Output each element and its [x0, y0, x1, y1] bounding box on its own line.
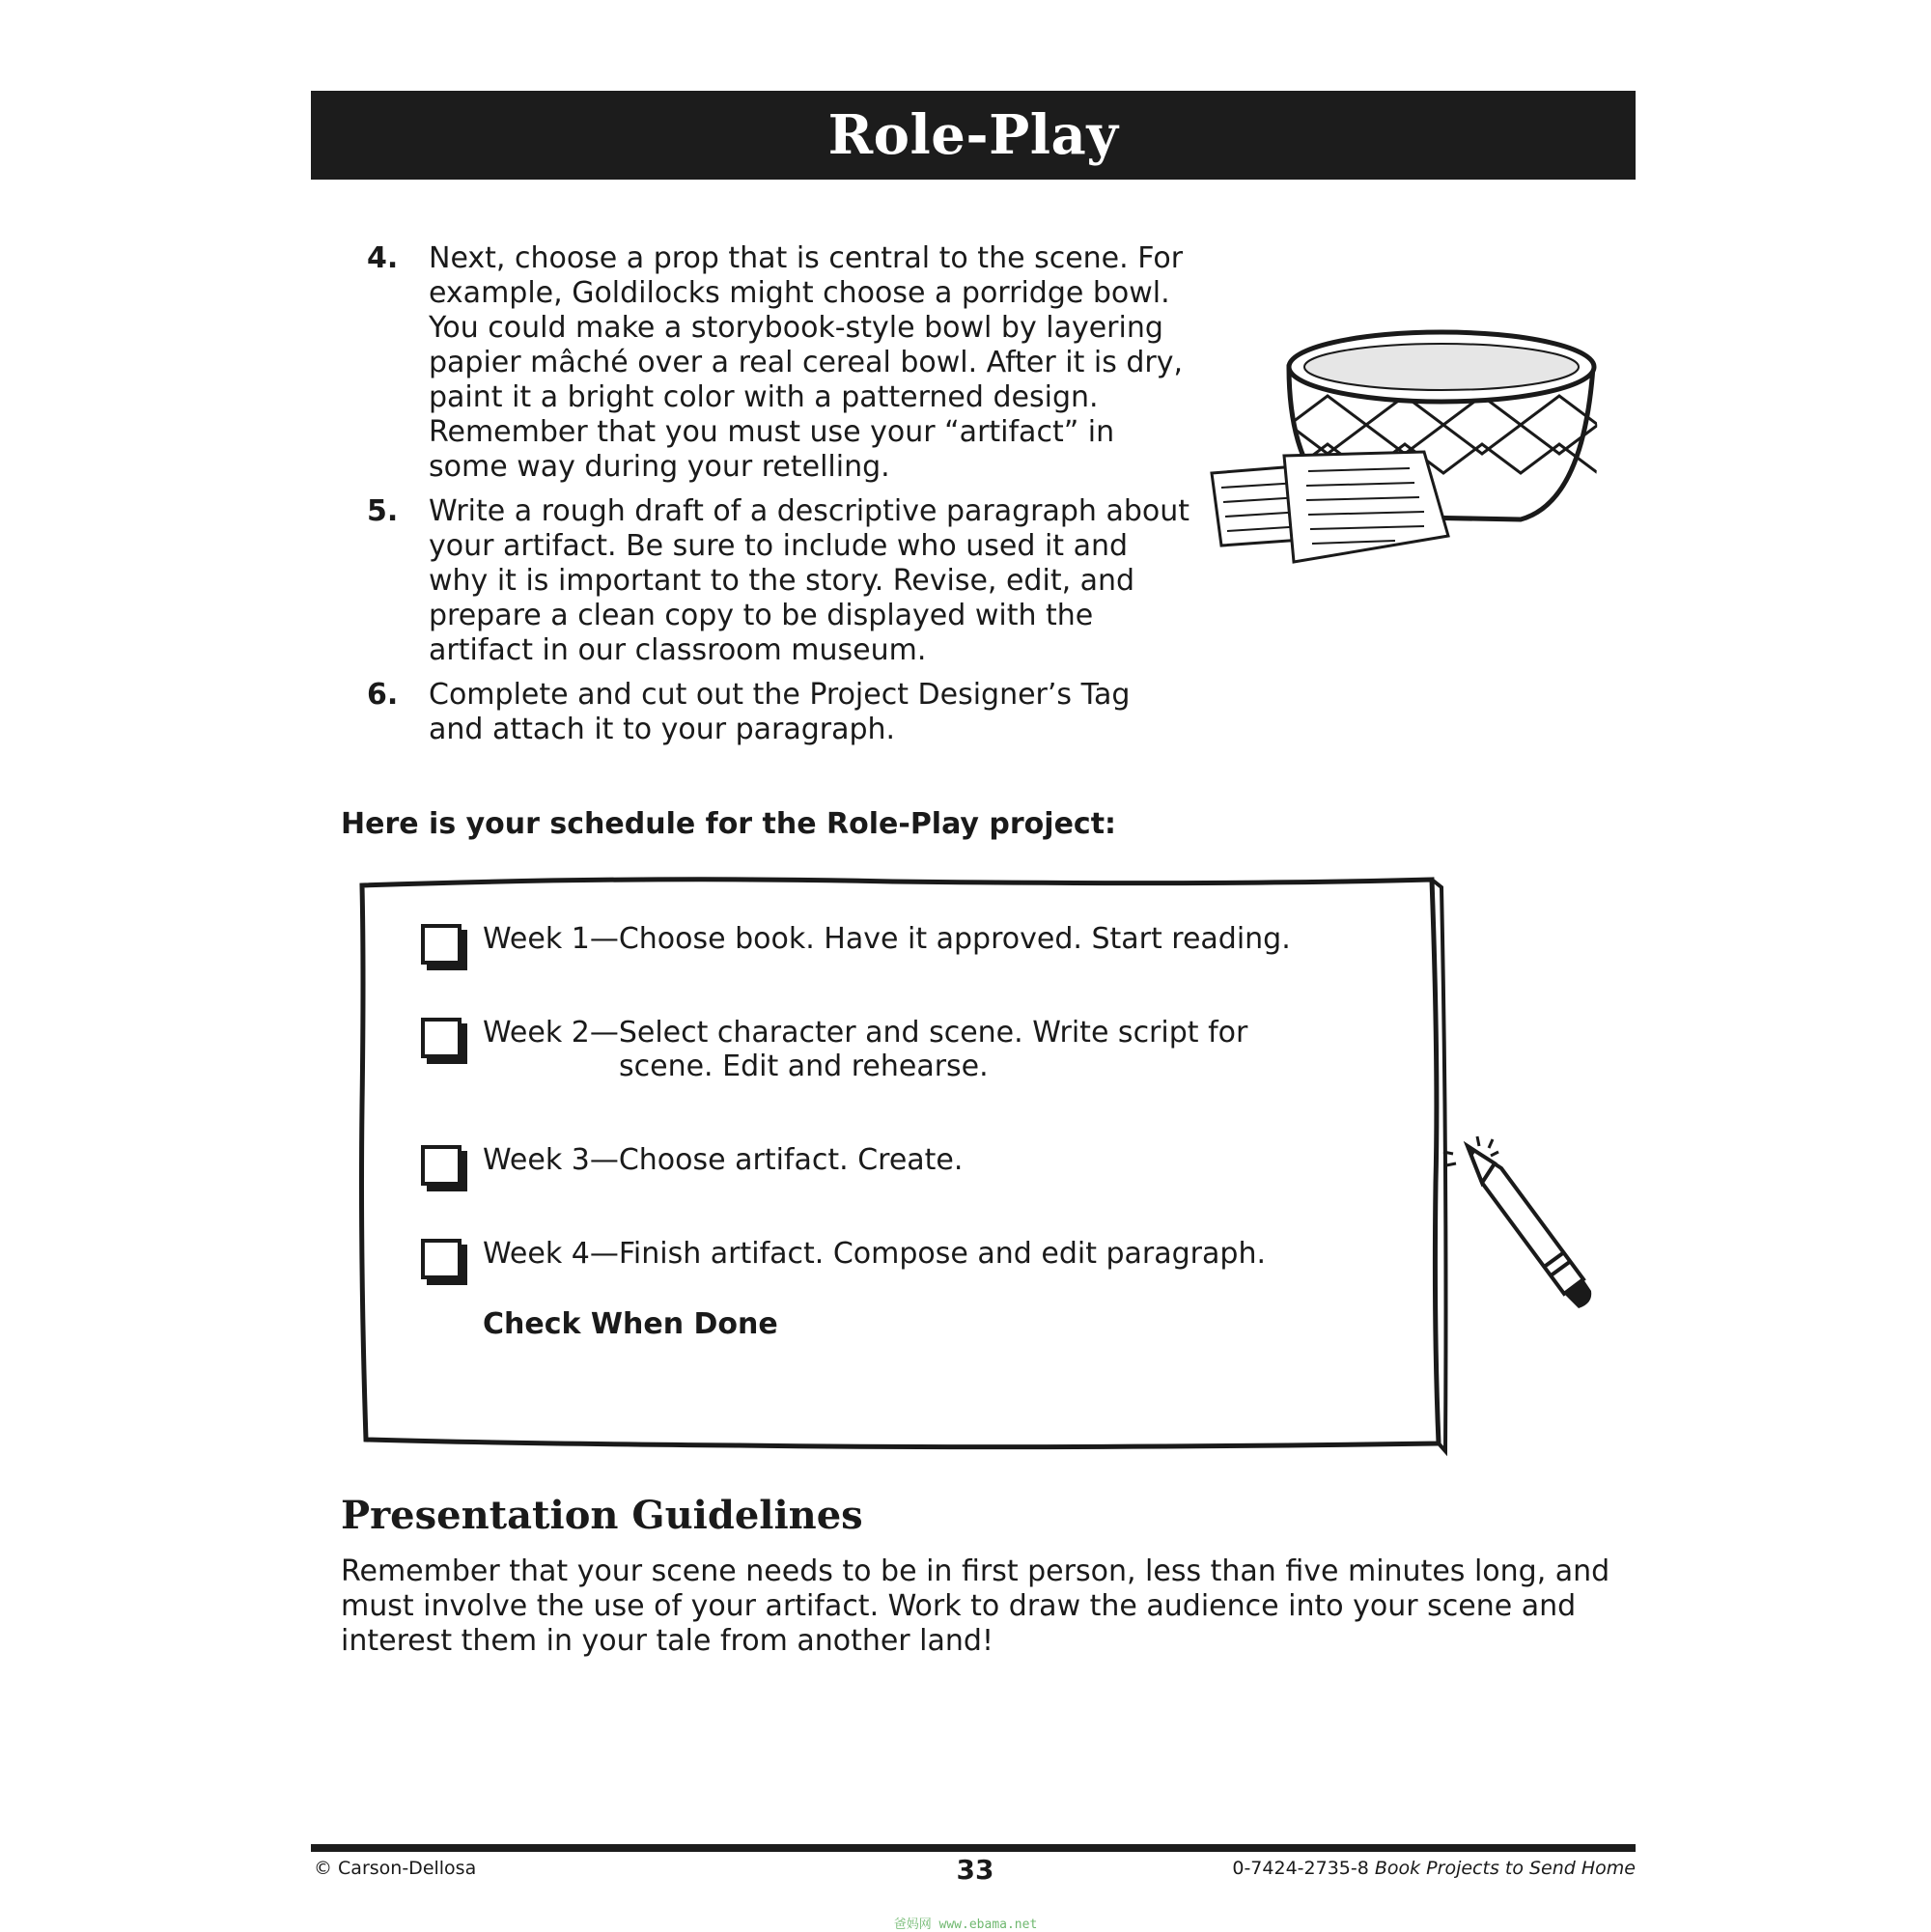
- steps-list: [367, 241, 1197, 757]
- footer-book-info: [1232, 1858, 1636, 1879]
- step-text: Next, choose a prop that is central to the scene. For example, Goldilocks might choose a porridge bowl. You could make a storybook-style bowl by layering papier mâché over a real cereal bowl. After it is dry, paint it a bright color with a patterned design. Remember that you must use your “artifact” in some way during your retelling.: [429, 241, 1184, 484]
- page-number: 33: [956, 1854, 994, 1886]
- footer-isbn: 0-7424-2735-8: [1232, 1858, 1369, 1879]
- checkbox[interactable]: [421, 924, 462, 965]
- schedule-item: [421, 922, 1352, 965]
- presentation-heading: Presentation Guidelines: [341, 1493, 863, 1538]
- bowl-illustration: [1192, 309, 1608, 579]
- page-title: Role-Play: [827, 103, 1119, 167]
- step-item: [367, 241, 1197, 485]
- schedule-line: Week 2—Select character and scene. Write script for: [483, 1016, 1248, 1050]
- presentation-body: Remember that your scene needs to be in first person, less than five minutes long, and must involve the use of your artifact. Work to draw the audience into your scene and interest them in your tale from another land!: [341, 1554, 1610, 1658]
- check-when-done-label: Check When Done: [483, 1307, 778, 1341]
- checkbox[interactable]: [421, 1145, 462, 1186]
- title-bar: [311, 91, 1636, 180]
- schedule-text: [483, 922, 1352, 965]
- schedule-heading: Here is your schedule for the Role-Play project:: [341, 807, 1117, 841]
- footer-copyright: © Carson-Dellosa: [314, 1858, 477, 1879]
- schedule-line-continued: scene. Edit and rehearse.: [619, 1050, 989, 1083]
- step-number: 6.: [367, 678, 399, 712]
- schedule-item: [421, 1016, 1352, 1083]
- schedule-line: Week 4—Finish artifact. Compose and edit paragraph.: [483, 1237, 1266, 1271]
- step-number: 4.: [367, 241, 399, 275]
- schedule-text: [483, 1143, 1352, 1186]
- schedule-item: [421, 1237, 1352, 1279]
- schedule-text: [483, 1237, 1352, 1279]
- watermark: 爸妈网 www.ebama.net: [893, 1918, 1038, 1932]
- schedule-item: [421, 1143, 1352, 1186]
- step-number: 5.: [367, 494, 399, 528]
- checkbox[interactable]: [421, 1018, 462, 1058]
- step-text: Write a rough draft of a descriptive paragraph about your artifact. Be sure to include who used it and why it is important to the story. Revise, edit, and prepare a clean copy to be displayed with the artifact in our classroom museum.: [429, 494, 1189, 667]
- step-item: [367, 494, 1197, 668]
- step-item: [367, 678, 1197, 747]
- checkbox[interactable]: [421, 1239, 462, 1279]
- footer-rule: [311, 1844, 1636, 1852]
- step-text: Complete and cut out the Project Designer’s Tag and attach it to your paragraph.: [429, 678, 1131, 746]
- schedule-line: Week 3—Choose artifact. Create.: [483, 1143, 964, 1177]
- schedule-line: Week 1—Choose book. Have it approved. Start reading.: [483, 922, 1291, 956]
- footer-book-title: Book Projects to Send Home: [1374, 1858, 1636, 1879]
- pencil-illustration: [1439, 1134, 1603, 1318]
- schedule-text: [483, 1016, 1352, 1083]
